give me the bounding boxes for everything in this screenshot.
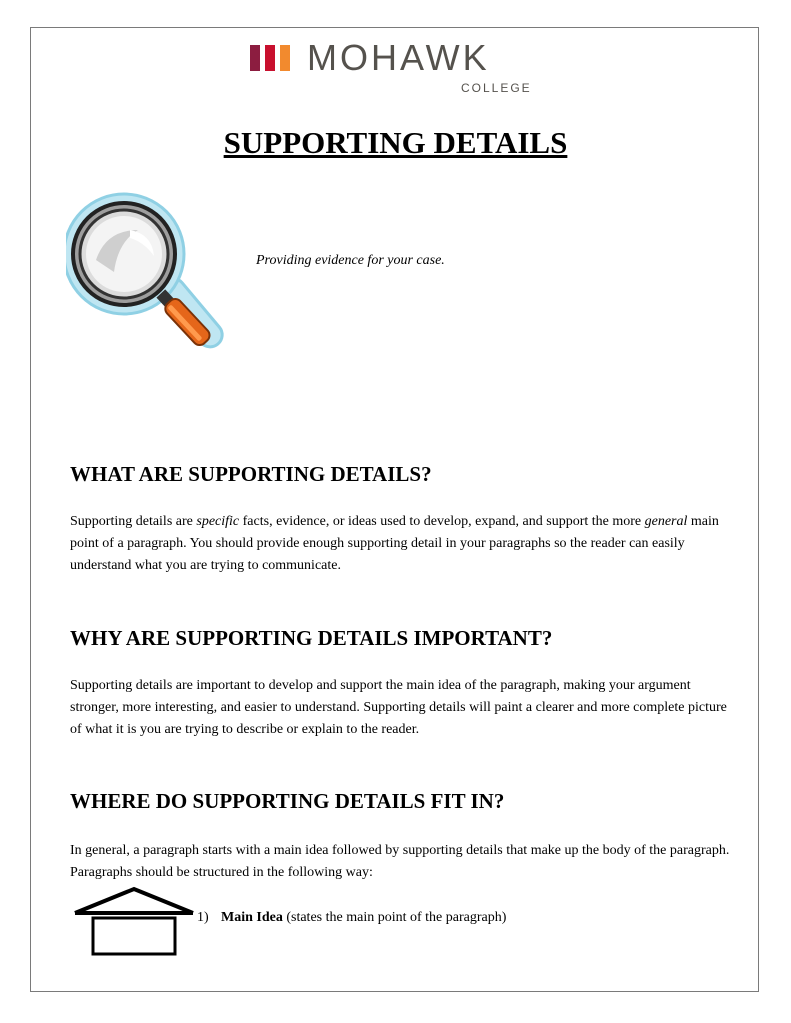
body-text: facts, evidence, or ideas used to develop, expand, and support the more xyxy=(239,514,645,529)
emphasis-general: general xyxy=(644,514,688,529)
section-body-where: In general, a paragraph starts with a main idea followed by supporting details that make up the body of the paragraph. Paragraphs should be structured in the following way: xyxy=(70,843,730,880)
magnifying-glass-icon xyxy=(66,190,250,374)
logo-bar-3 xyxy=(280,45,290,71)
logo-bar-2 xyxy=(265,45,275,71)
section-heading-why: WHY ARE SUPPORTING DETAILS IMPORTANT? xyxy=(70,626,553,650)
mohawk-college-logo xyxy=(250,37,542,98)
list-number: 1) xyxy=(197,910,209,925)
section-heading-where: WHERE DO SUPPORTING DETAILS FIT IN? xyxy=(70,789,505,813)
logo-bar-1 xyxy=(250,45,260,71)
tagline: Providing evidence for your case. xyxy=(256,253,445,268)
body-text: main point of a paragraph. You should provide enough supporting detail in your paragraphs so the reader can easily understand what you are trying to communicate. xyxy=(70,514,719,573)
logo-wordmark: MOHAWK xyxy=(307,37,490,78)
list-term: Main Idea xyxy=(221,910,283,925)
logo-subtitle: COLLEGE xyxy=(461,81,532,95)
section-body-what xyxy=(70,511,730,577)
section-body-why: Supporting details are important to develop and support the main idea of the paragraph, making your argument stronger, more interesting, and easier to understand. Supporting details will paint a clearer and more complete picture of what it is you are trying to describe or explain to the reader. xyxy=(70,678,727,737)
page-title: SUPPORTING DETAILS xyxy=(223,125,568,160)
body-text: Supporting details are xyxy=(70,514,197,529)
house-roof-icon xyxy=(72,886,196,958)
emphasis-specific: specific xyxy=(196,514,240,529)
list-description: (states the main point of the paragraph) xyxy=(282,910,507,925)
list-item xyxy=(197,908,506,928)
section-heading-what: WHAT ARE SUPPORTING DETAILS? xyxy=(70,462,432,486)
